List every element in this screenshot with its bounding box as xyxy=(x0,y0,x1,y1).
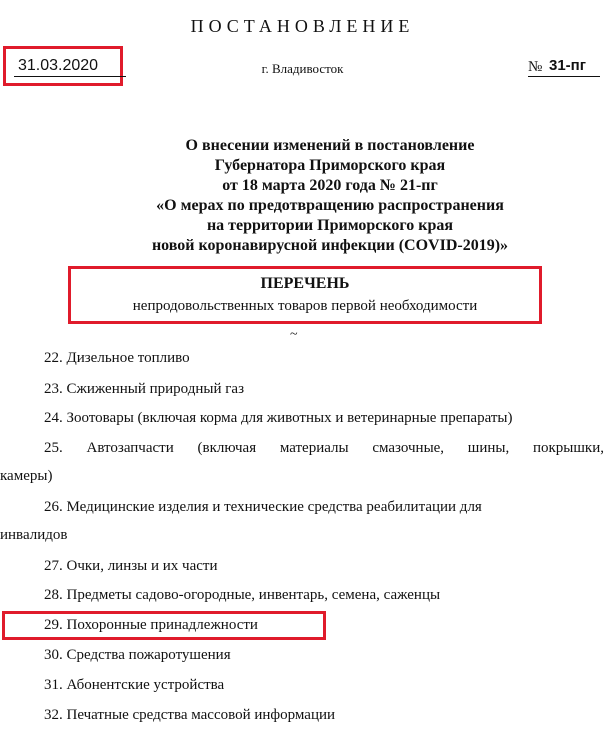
document-date: 31.03.2020 xyxy=(18,57,99,74)
list-item xyxy=(0,438,605,486)
list-item xyxy=(0,705,605,725)
list-item xyxy=(0,556,605,576)
heading-line: на территории Приморского края xyxy=(206,217,454,234)
list-item-text: 25. Автозапчасти (включая материалы смазочные, шины, покрышки, xyxy=(44,440,604,456)
list-item-continuation: инвалидов xyxy=(0,527,68,543)
list-item-text: 26. Медицинские изделия и технические средства реабилитации для xyxy=(44,499,482,515)
list-title: ПЕРЕЧЕНЬ xyxy=(260,275,350,292)
list-item xyxy=(0,408,605,428)
list-item xyxy=(0,585,605,605)
list-item-continuation: камеры) xyxy=(0,468,53,484)
list-item-text: 24. Зоотовары (включая корма для животных и ветеринарные препараты) xyxy=(44,410,513,426)
list-item-text: 23. Сжиженный природный газ xyxy=(44,381,245,397)
list-subtitle: непродовольственных товаров первой необходимости xyxy=(132,298,478,314)
list-item xyxy=(0,348,605,368)
heading-line: Губернатора Приморского края xyxy=(214,157,446,174)
list-item xyxy=(0,675,605,695)
heading-line: «О мерах по предотвращению распространения xyxy=(156,197,504,214)
tilde-mark: ~ xyxy=(290,327,298,342)
list-item-text: 27. Очки, линзы и их части xyxy=(44,558,218,574)
document-number: 31-пг xyxy=(549,57,586,74)
list-item xyxy=(0,379,605,399)
document-number-label: № xyxy=(528,59,543,75)
number-underline xyxy=(528,76,600,77)
document-heading xyxy=(0,136,605,256)
heading-line: новой коронавирусной инфекции (COVID-2019)» xyxy=(151,237,509,254)
list-item-text: 22. Дизельное топливо xyxy=(44,350,190,366)
list-item-text: 31. Абонентские устройства xyxy=(44,677,225,693)
list-item xyxy=(0,497,605,545)
list-item-text: 29. Похоронные принадлежности xyxy=(44,617,258,633)
document-city: г. Владивосток xyxy=(261,61,344,76)
heading-line: О внесении изменений в постановление xyxy=(185,137,475,154)
list-item xyxy=(0,645,605,665)
document-type-title: ПОСТАНОВЛЕНИЕ xyxy=(190,16,415,36)
list-item-text: 30. Средства пожаротушения xyxy=(44,647,231,663)
list-item-text: 32. Печатные средства массовой информации xyxy=(44,707,336,723)
heading-line: от 18 марта 2020 года № 21-пг xyxy=(222,177,438,194)
list-item-text: 28. Предметы садово-огородные, инвентарь, семена, саженцы xyxy=(44,587,441,603)
list-item xyxy=(0,615,605,635)
